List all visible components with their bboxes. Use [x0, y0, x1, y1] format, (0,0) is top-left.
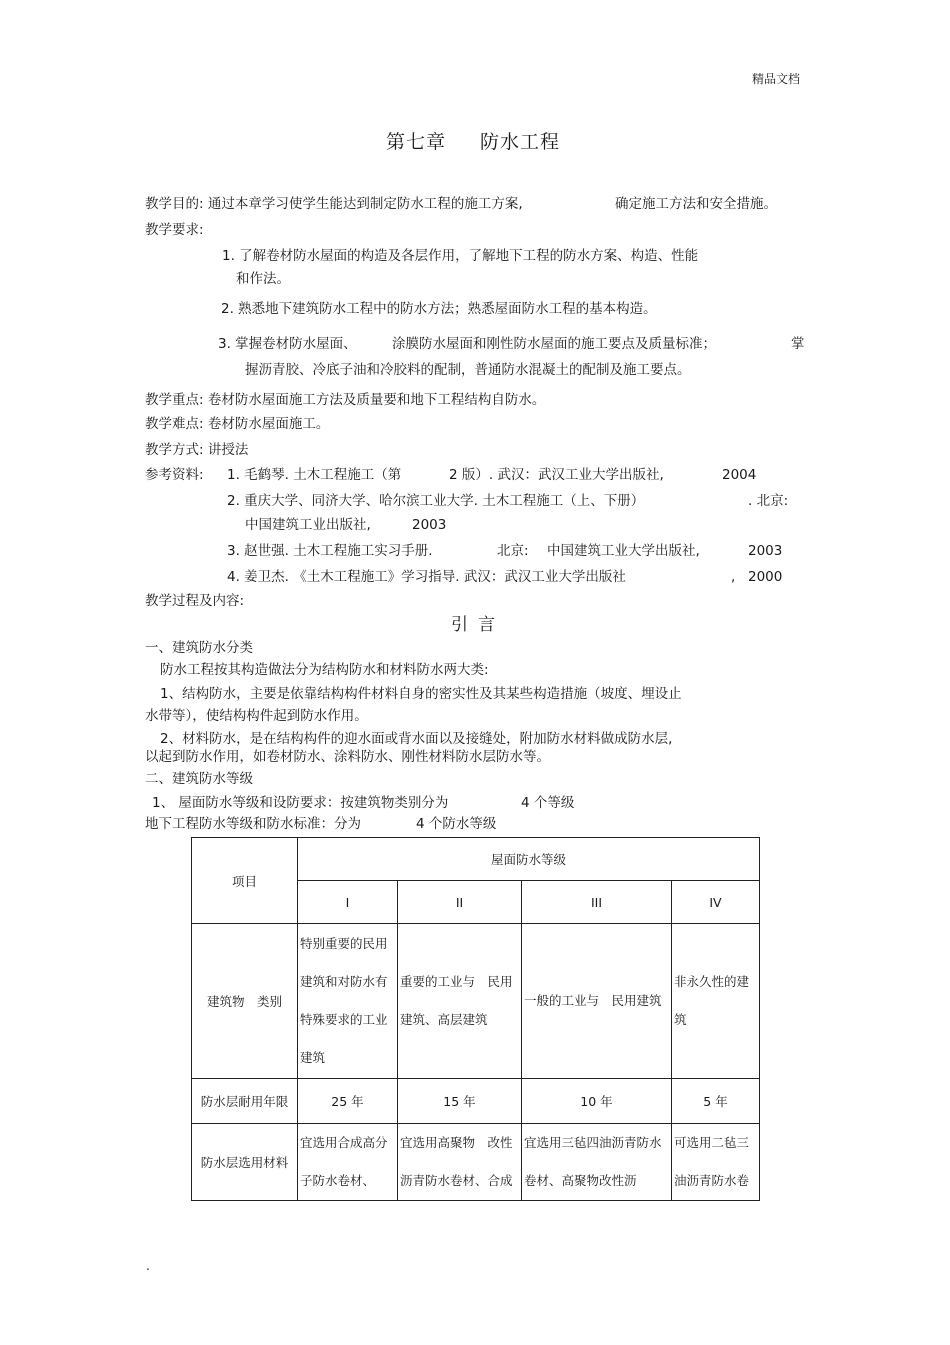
page-header-watermark: 精品文档	[752, 72, 801, 86]
reference-1a: 1. 毛鹤琴. 土木工程施工（第	[227, 467, 402, 483]
goal-text-1: 通过本章学习使学生能达到制定防水工程的施工方案,	[207, 196, 523, 212]
reference-4c: 2000	[748, 569, 783, 585]
chapter-name: 防水工程	[480, 131, 561, 153]
chapter-number: 第七章	[386, 131, 447, 153]
table-row-label-building: 建筑物 类别	[192, 924, 298, 1079]
requirement-3-line-2: 握沥青胶、冷底子油和冷胶料的配制，普通防水混凝土的配制及施工要点。	[245, 362, 691, 378]
process-label: 教学过程及内容:	[145, 593, 245, 609]
reference-4a: 4. 姜卫杰. 《土木工程施工》学习指导. 武汉：武汉工业大学出版社	[227, 569, 626, 585]
section-1-title: 一、建筑防水分类	[145, 640, 253, 656]
table-header-grade-1: I	[298, 881, 398, 924]
method-text: 讲授法	[207, 442, 249, 458]
section-1-para-2b: 水带等），使结构构件起到防水作用。	[145, 708, 368, 724]
difficulty-text: 卷材防水屋面施工。	[207, 416, 330, 432]
table-cell-years-1: 25 年	[298, 1079, 398, 1124]
reference-1b: 2 版）. 武汉：武汉工业大学出版社,	[449, 467, 664, 483]
section-2-para-2b: 4 个防水等级	[416, 816, 497, 832]
section-1-para-3b: 以起到防水作用，如卷材防水、涂料防水、刚性材料防水层防水等。	[145, 749, 550, 765]
section-heading-intro: 引言	[451, 615, 505, 635]
section-2-para-1a: 1、 屋面防水等级和设防要求：按建筑物类别分为	[152, 795, 449, 811]
table-cell-years-3: 10 年	[522, 1079, 672, 1124]
table-cell-material-4: 可选用二毡三油沥青防水卷	[672, 1124, 760, 1201]
method-label: 教学方式:	[145, 442, 204, 458]
focus-text: 卷材防水屋面施工方法及质量要和地下工程结构自防水。	[207, 392, 546, 408]
requirement-3-line-1c: 掌	[791, 336, 805, 352]
table-header-grade-4: IV	[672, 881, 760, 924]
requirement-3-line-1a: 3. 掌握卷材防水屋面、	[218, 336, 357, 352]
reference-4b: ,	[731, 569, 736, 585]
difficulty-line	[145, 416, 329, 432]
section-2-para-1b: 4 个等级	[521, 795, 575, 811]
table-header-grade-group: 屋面防水等级	[298, 838, 760, 881]
section-1-para-2a: 1、结构防水，主要是依靠结构构件材料自身的密实性及其某些构造措施（坡度、埋设止	[160, 686, 682, 702]
table-cell-building-3: 一般的工业与 民用建筑	[522, 924, 672, 1079]
section-1-para-1: 防水工程按其构造做法分为结构防水和材料防水两大类:	[160, 662, 489, 678]
reference-2b: . 北京:	[748, 493, 789, 509]
requirement-2: 2. 熟悉地下建筑防水工程中的防水方法；熟悉屋面防水工程的基本构造。	[221, 301, 657, 317]
page-title	[386, 131, 560, 154]
footer-mark: .	[146, 1259, 150, 1273]
focus-label: 教学重点:	[145, 392, 204, 408]
table-row-label-years: 防水层耐用年限	[192, 1079, 298, 1124]
reference-2d: 2003	[412, 517, 447, 533]
focus-line	[145, 392, 545, 408]
difficulty-label: 教学难点:	[145, 416, 204, 432]
requirement-3-line-1b: 涂膜防水屋面和刚性防水屋面的施工要点及质量标准；	[392, 336, 716, 352]
section-2-title: 二、建筑防水等级	[145, 771, 253, 787]
table-header-grade-3: III	[522, 881, 672, 924]
method-line	[145, 442, 248, 458]
table-cell-building-4: 非永久性的建筑	[672, 924, 760, 1079]
reference-3b: 北京:	[497, 543, 529, 559]
table-header-item: 项目	[192, 838, 298, 924]
table-cell-material-1: 宜选用合成高分子防水卷材、	[298, 1124, 398, 1201]
section-1-para-3a: 2、材料防水，是在结构构件的迎水面或背水面以及接缝处，附加防水材料做成防水层,	[160, 731, 673, 747]
goal-text-2: 确定施工方法和安全措施。	[615, 196, 777, 212]
table-header-grade-2: II	[398, 881, 522, 924]
table-cell-years-4: 5 年	[672, 1079, 760, 1124]
reference-3d: 2003	[748, 543, 783, 559]
reference-2c: 中国建筑工业出版社,	[245, 517, 371, 533]
table-cell-building-1: 特别重要的民用建筑和对防水有特殊要求的工业建筑	[298, 924, 398, 1079]
reference-3c: 中国建筑工业大学出版社,	[547, 543, 700, 559]
requirement-1-line-2: 和作法。	[236, 271, 290, 287]
goal-line	[145, 196, 523, 212]
reference-3a: 3. 赵世强. 土木工程施工实习手册.	[227, 543, 433, 559]
section-2-para-2a: 地下工程防水等级和防水标准：分为	[145, 816, 361, 832]
reference-2a: 2. 重庆大学、同济大学、哈尔滨工业大学. 土木工程施工（上、下册）	[227, 493, 645, 509]
goal-label: 教学目的:	[145, 196, 204, 212]
references-label: 参考资料:	[145, 467, 204, 483]
requirement-1-line-1: 1. 了解卷材防水屋面的构造及各层作用，了解地下工程的防水方案、构造、性能	[222, 248, 699, 264]
roof-waterproof-grade-table	[191, 837, 760, 1201]
requirements-label: 教学要求:	[145, 222, 204, 238]
table-cell-building-2: 重要的工业与 民用建筑、高层建筑	[398, 924, 522, 1079]
table-row-label-material: 防水层选用材料	[192, 1124, 298, 1201]
reference-1c: 2004	[722, 467, 757, 483]
table-cell-years-2: 15 年	[398, 1079, 522, 1124]
table-cell-material-3: 宜选用三毡四油沥青防水卷材、高聚物改性沥	[522, 1124, 672, 1201]
table-cell-material-2: 宜选用高聚物 改性沥青防水卷材、合成	[398, 1124, 522, 1201]
